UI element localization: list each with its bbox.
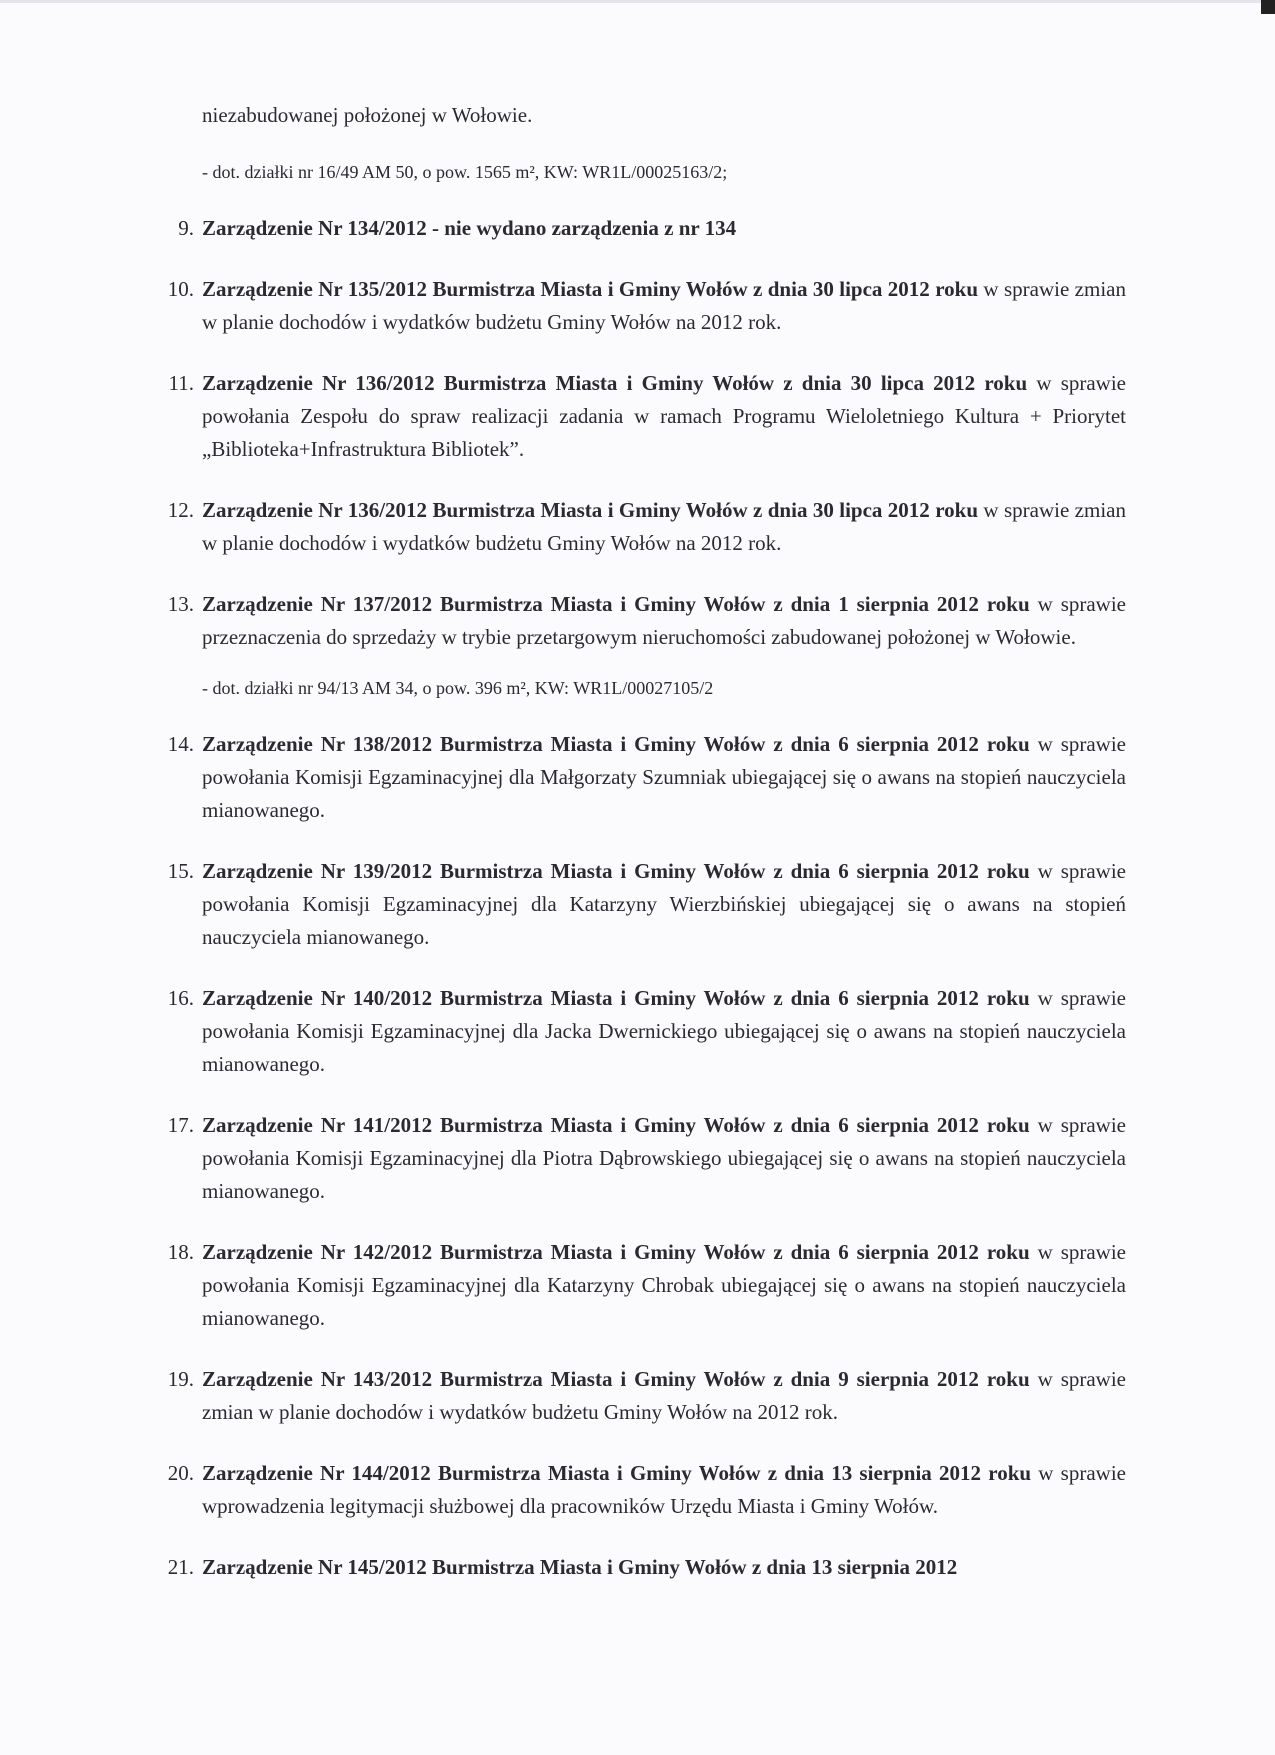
item-heading: Zarządzenie Nr 134/2012 - nie wydano zarządzenia z nr 134 <box>202 216 737 240</box>
list-item <box>167 494 1126 560</box>
item-number: 14. <box>167 732 194 756</box>
item-number: 13. <box>167 592 194 616</box>
list-item <box>167 982 1126 1081</box>
item-text: w sprawie przeznaczenia do sprzedaży w trybie przetargowym nieruchomości zabudowanej położonej w Wołowie. <box>202 592 1126 649</box>
item-heading: Zarządzenie Nr 135/2012 Burmistrza Miasta i Gminy Wołów z dnia 30 lipca 2012 roku <box>202 277 979 301</box>
item-heading: Zarządzenie Nr 137/2012 Burmistrza Miasta i Gminy Wołów z dnia 1 sierpnia 2012 roku <box>202 592 1030 616</box>
item-heading: Zarządzenie Nr 140/2012 Burmistrza Miasta i Gminy Wołów z dnia 6 sierpnia 2012 roku <box>202 986 1030 1010</box>
scan-top-edge <box>0 0 1275 3</box>
item-text: w sprawie powołania Zespołu do spraw realizacji zadania w ramach Programu Wieloletniego Kultura + Priorytet „Biblioteka+Infrastruktura Bibliotek”. <box>202 371 1127 461</box>
list-item <box>167 855 1126 954</box>
item-number: 15. <box>167 859 194 883</box>
item-heading: Zarządzenie Nr 138/2012 Burmistrza Miasta i Gminy Wołów z dnia 6 sierpnia 2012 roku <box>202 732 1030 756</box>
item-number: 10. <box>167 277 194 301</box>
item-text: w sprawie zmian w planie dochodów i wydatków budżetu Gminy Wołów na 2012 rok. <box>202 498 1126 555</box>
item-number: 11. <box>168 371 194 395</box>
item-number: 9. <box>178 216 194 240</box>
item-heading: Zarządzenie Nr 142/2012 Burmistrza Miasta i Gminy Wołów z dnia 6 sierpnia 2012 roku <box>202 1240 1030 1264</box>
item-heading: Zarządzenie Nr 144/2012 Burmistrza Miasta i Gminy Wołów z dnia 13 sierpnia 2012 roku <box>202 1461 1032 1485</box>
item-text: w sprawie zmian w planie dochodów i wydatków budżetu Gminy Wołów na 2012 rok. <box>202 277 1126 334</box>
item-text: w sprawie powołania Komisji Egzaminacyjnej dla Piotra Dąbrowskiego ubiegającej się o awans na stopień nauczyciela mianowanego. <box>202 1113 1126 1203</box>
item-number: 21. <box>167 1555 194 1579</box>
item-text: w sprawie powołania Komisji Egzaminacyjnej dla Katarzyny Wierzbińskiej ubiegającej się o awans na stopień nauczyciela mianowanego. <box>202 859 1126 949</box>
document-page <box>167 100 1127 1612</box>
item-number: 19. <box>167 1367 194 1391</box>
item-heading: Zarządzenie Nr 143/2012 Burmistrza Miasta i Gminy Wołów z dnia 9 sierpnia 2012 roku <box>202 1367 1030 1391</box>
item-heading: Zarządzenie Nr 139/2012 Burmistrza Miasta i Gminy Wołów z dnia 6 sierpnia 2012 roku <box>202 859 1030 883</box>
list-item <box>167 1363 1126 1429</box>
item-number: 20. <box>167 1461 194 1485</box>
item-text: w sprawie powołania Komisji Egzaminacyjnej dla Katarzyny Chrobak ubiegającej się o awans na stopień nauczyciela mianowanego. <box>202 1240 1126 1330</box>
list-item <box>167 273 1126 339</box>
item-heading: Zarządzenie Nr 136/2012 Burmistrza Miasta i Gminy Wołów z dnia 30 lipca 2012 roku <box>202 371 1028 395</box>
list-item <box>167 728 1126 827</box>
scan-corner-mark <box>1261 0 1275 14</box>
item-number: 12. <box>167 498 194 522</box>
list-item <box>167 588 1126 654</box>
item-heading: Zarządzenie Nr 136/2012 Burmistrza Miasta i Gminy Wołów z dnia 30 lipca 2012 roku <box>202 498 979 522</box>
continuation-text: niezabudowanej położonej w Wołowie. <box>202 103 533 127</box>
item-text: w sprawie wprowadzenia legitymacji służbowej dla pracowników Urzędu Miasta i Gminy Wołów. <box>202 1461 1126 1518</box>
parcel-note: - dot. działki nr 16/49 AM 50, o pow. 1565 m², KW: WR1L/00025163/2; <box>202 162 728 182</box>
list-item <box>167 1457 1126 1523</box>
item-heading: Zarządzenie Nr 145/2012 Burmistrza Miasta i Gminy Wołów z dnia 13 sierpnia 2012 <box>202 1555 958 1579</box>
item-number: 16. <box>167 986 194 1010</box>
item-number: 18. <box>167 1240 194 1264</box>
list-item <box>167 1109 1126 1208</box>
item-text: w sprawie powołania Komisji Egzaminacyjnej dla Jacka Dwernickiego ubiegającej się o awans na stopień nauczyciela mianowanego. <box>202 986 1126 1076</box>
item-number: 17. <box>167 1113 194 1137</box>
parcel-note: - dot. działki nr 94/13 AM 34, o pow. 396 m², KW: WR1L/00027105/2 <box>202 678 714 698</box>
list-item <box>167 1236 1126 1335</box>
list-item <box>167 1551 1126 1584</box>
list-item <box>178 212 1126 245</box>
item-text: w sprawie powołania Komisji Egzaminacyjnej dla Małgorzaty Szumniak ubiegającej się o awans na stopień nauczyciela mianowanego. <box>202 732 1126 822</box>
item-heading: Zarządzenie Nr 141/2012 Burmistrza Miasta i Gminy Wołów z dnia 6 sierpnia 2012 roku <box>202 1113 1030 1137</box>
list-item <box>168 367 1127 466</box>
item-text: w sprawie zmian w planie dochodów i wydatków budżetu Gminy Wołów na 2012 rok. <box>202 1367 1126 1424</box>
